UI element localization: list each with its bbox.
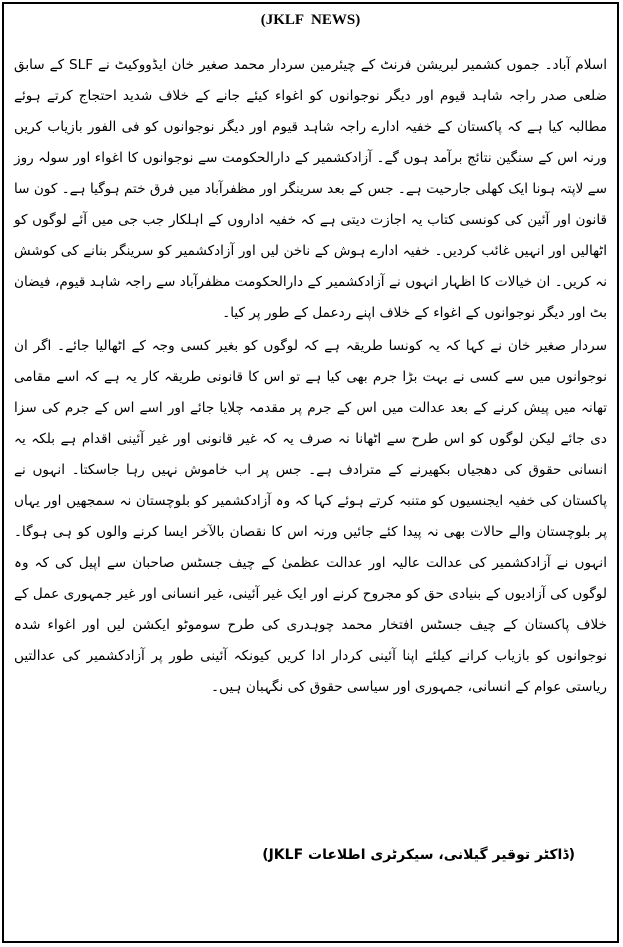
- article-paragraph-1: اسلام آباد۔ جموں کشمیر لبریشن فرنٹ کے چیئرمین سردار محمد صغیر خان ایڈووکیٹ نے SLF کے سابق ضلعی صدر راجہ شاہد قیوم اور دیگر نوجوانوں کو اغواء کیئے جانے کے خلاف شدید احتجاج کرتے ہوئے مطالبہ کیا ہے کہ پاکستان کے خفیہ ادارے راجہ شاہد قیوم اور دیگر نوجوانوں کو فی الفور بازیاب کریں ورنہ اس کے سنگین نتائج برآمد ہوں گے۔ آزادکشمیر کے دارالحکومت سے نوجوانوں کا اغواء اور سولہ روز سے لاپتہ ہونا ایک کھلی جارحیت ہے۔ جس کے بعد سرینگر اور مظفرآباد میں فرق ختم ہوگیا ہے۔ کون سا قانون اور آئین کی کونسی کتاب یہ اجازت دیتی ہے کہ خفیہ اداروں کے اہلکار جب جی میں آئے لوگوں کو اٹھالیں اور انہیں غائب کردیں۔ خفیہ ادارے ہوش کے ناخن لیں اور آزادکشمیر کو سرینگر بنانے کی کوشش نہ کریں۔ ان خیالات کا اظہار انہوں نے آزادکشمیر کے دارالحکومت مظفرآباد سے راجہ شاہد قیوم، فیضان بٹ اور دیگر نوجوانوں کے اغواء کے خلاف اپنے ردعمل کے طور پر کیا۔: [14, 57, 607, 321]
- signature-line: (ڈاکٹر توقیر گیلانی، سیکرٹری اطلاعات JKLF): [262, 847, 575, 863]
- page-title: (JKLF NEWS): [260, 12, 361, 28]
- news-release-page: [2, 2, 619, 943]
- article-body: [14, 50, 607, 703]
- article-paragraph-2: سردار صغیر خان نے کہا کہ یہ کونسا طریقہ ہے کہ لوگوں کو بغیر کسی وجہ کے اٹھالیا جائے۔ اگر ان نوجوانوں میں سے کسی نے بہت بڑا جرم بھی کیا ہے تو اس کا قانونی طریقہ کار یہ ہے کہ اسے مقامی تھانہ میں پیش کرنے کے بعد عدالت میں اس کے جرم پر مقدمہ چلایا جائے اور اسے اس کے جرم کی سزا دی جائے لیکن لوگوں کو اس طرح سے اٹھانا نہ صرف یہ کہ غیر قانونی اور غیر آئینی اقدام ہے بلکہ یہ انسانی حقوق کی دھجیاں بکھیرنے کے مترادف ہے۔ جس پر اب خاموش نہیں رہا جاسکتا۔ انہوں نے پاکستان کی خفیہ ایجنسیوں کو متنبہ کرتے ہوئے کہا کہ وہ آزادکشمیر کو بلوچستان نہ سمجھیں اور یہاں پر بلوچستان والے حالات بھی نہ پیدا کئے جائیں ورنہ اس کا نقصان بالآخر ایسا کرنے والوں کو ہی ہوگا۔ انہوں نے آزادکشمیر کی عدالت عالیہ اور عدالت عظمیٰ کے چیف جسٹس صاحبان سے اپیل کی کہ وہ لوگوں کی آزادیوں کے بنیادی حق کو مجروح کرنے اور ایک غیر آئینی، غیر انسانی اور غیر جمہوری عمل کے خلاف پاکستان کے چیف جسٹس افتخار محمد چوہدری کی طرح سوموٹو ایکشن لیں اور اغواء شدہ نوجوانوں کو بازیاب کرانے کیلئے اپنا آئینی کردار ادا کریں کیونکہ آئینی طور پر آزادکشمیر کی عدالتیں ریاستی عوام کے انسانی، جمہوری اور سیاسی حقوق کی نگہبان ہیں۔: [14, 338, 607, 695]
